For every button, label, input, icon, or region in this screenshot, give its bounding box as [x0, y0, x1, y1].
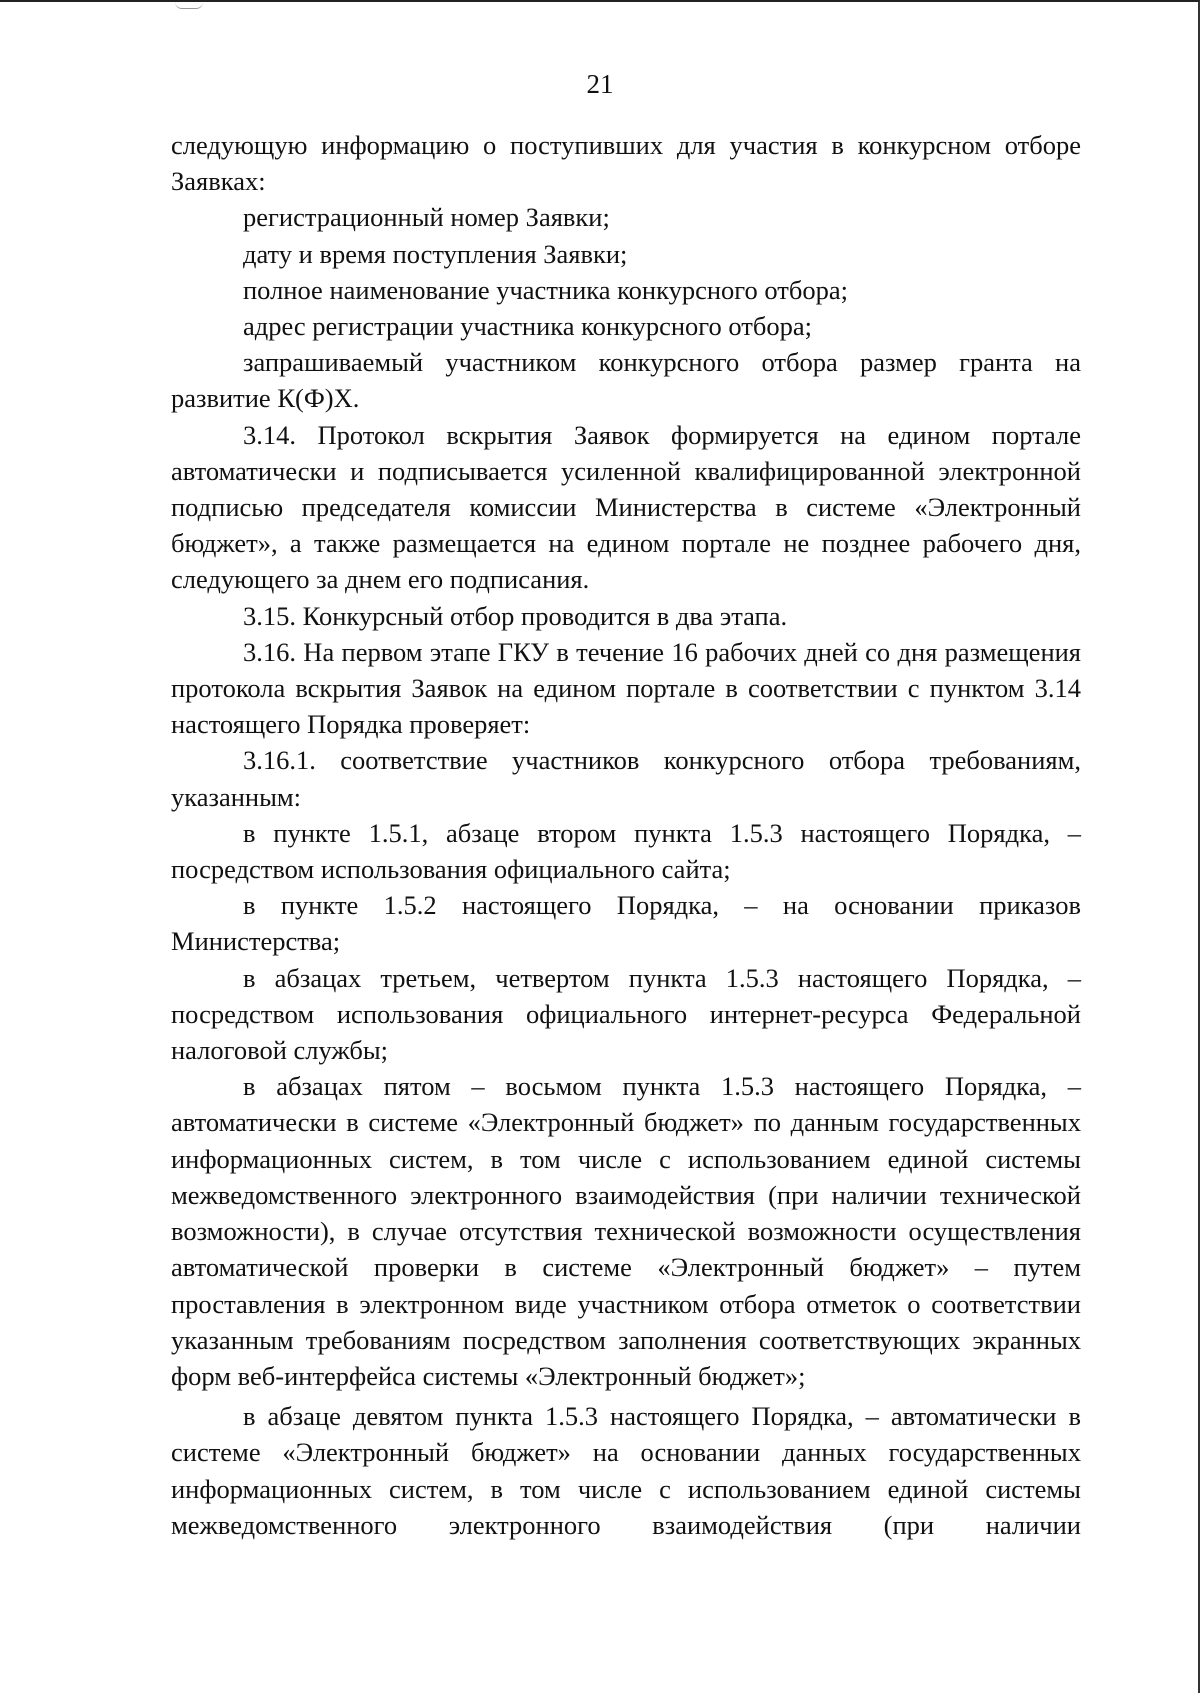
- paragraph-clause-1-5-1: в пункте 1.5.1, абзаце втором пункта 1.5.3 настоящего Порядка, – посредством использования официального сайта;: [171, 817, 1081, 885]
- paragraph-clause-1-5-3-fifth-eighth: в абзацах пятом – восьмом пункта 1.5.3 настоящего Порядка, – автоматически в системе «Электронный бюджет» по данным государственных информационных систем, в том числе с использованием единой системы межведомственного электронного взаимодействия (при наличии технической возможности), в случае отсутствия технической возможности осуществления автоматической проверки в системе «Электронный бюджет» – путем проставления в электронном виде участником отбора отметок о соответствии указанным требованиям посредством заполнения соответствующих экранных форм веб-интерфейса системы «Электронный бюджет»;: [171, 1071, 1081, 1391]
- list-item-date-time: дату и время поступления Заявки;: [243, 238, 628, 269]
- paragraph-3-16: 3.16. На первом этапе ГКУ в течение 16 рабочих дней со дня размещения протокола вскрытия Заявок на едином портале в соответствии с пунктом 3.14 настоящего Порядка проверяет:: [171, 636, 1081, 740]
- list-item-registration-number: регистрационный номер Заявки;: [243, 202, 610, 233]
- scan-artifact: [175, 2, 203, 9]
- paragraph-3-14: 3.14. Протокол вскрытия Заявок формируется на едином портале автоматически и подписывается усиленной квалифицированной электронной подписью председателя комиссии Министерства в системе «Электронный бюджет», а также размещается на едином портале не позднее рабочего дня, следующего за днем его подписания.: [171, 419, 1081, 595]
- paragraph-3-16-1: 3.16.1. соответствие участников конкурсного отбора требованиям, указанным:: [171, 745, 1081, 812]
- list-item-address: адрес регистрации участника конкурсного отбора;: [243, 311, 812, 342]
- paragraph-clause-1-5-2: в пункте 1.5.2 настоящего Порядка, – на основании приказов Министерства;: [171, 890, 1081, 957]
- list-item-full-name: полное наименование участника конкурсного отбора;: [243, 274, 848, 305]
- paragraph-clause-1-5-3-ninth: в абзаце девятом пункта 1.5.3 настоящего Порядка, – автоматически в системе «Электронный бюджет» на основании данных государственных информационных систем, в том числе с использованием единой системы межведомственного электронного взаимодействия (при наличии: [171, 1401, 1081, 1540]
- paragraph-continuation: следующую информацию о поступивших для участия в конкурсном отборе Заявках:: [171, 130, 1081, 197]
- document-body: [171, 127, 1081, 1543]
- page-number: 21: [586, 69, 614, 99]
- paragraph-clause-1-5-3-third-fourth: в абзацах третьем, четвертом пункта 1.5.3 настоящего Порядка, – посредством использования официального интернет-ресурса Федеральной налоговой службы;: [171, 962, 1081, 1066]
- list-item-grant-size: запрашиваемый участником конкурсного отбора размер гранта на развитие К(Ф)Х.: [171, 347, 1081, 414]
- paragraph-3-15: 3.15. Конкурсный отбор проводится в два этапа.: [243, 600, 788, 631]
